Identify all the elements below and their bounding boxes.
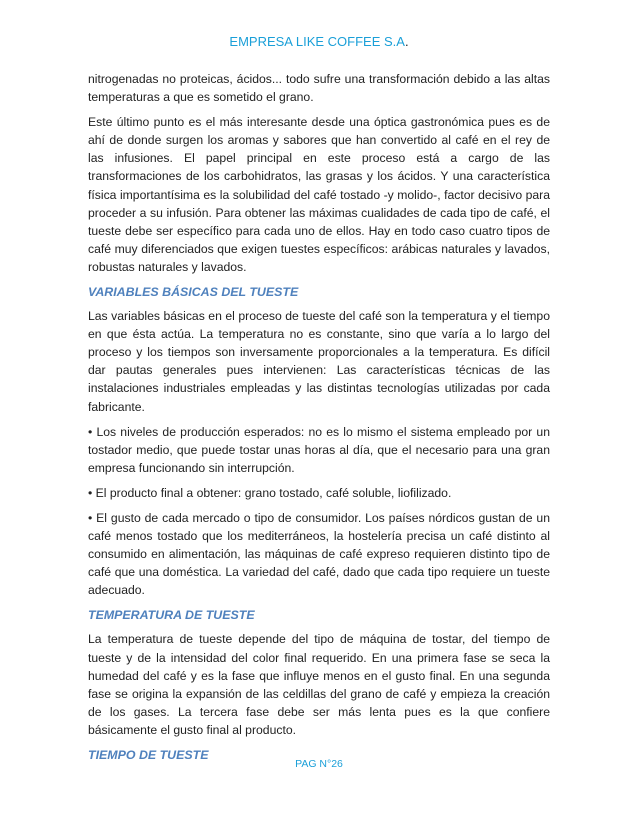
- bullet-market-taste: • El gusto de cada mercado o tipo de consumidor. Los países nórdicos gustan de un café menos tostado que los mediterráneos, la hostelería precisa un café distinto al consumido en alimentación, las máquinas de café expreso requieren distinto tipo de café que una doméstica. La variedad del café, dado que cada tipo requiere un tueste adecuado.: [88, 510, 550, 598]
- section-heading-time: TIEMPO DE TUESTE: [88, 748, 209, 762]
- bullet-production-levels: • Los niveles de producción esperados: no es lo mismo el sistema empleado por un tostador medio, que puede tostar unas horas al día, que el necesario para una gran empresa funcionando sin interrupción.: [88, 424, 550, 475]
- page-number: PAG N°26: [295, 758, 343, 770]
- paragraph-3: Las variables básicas en el proceso de tueste del café son la temperatura y el tiempo en que ésta actúa. La temperatura no es constante, sino que varía a lo largo del proceso y los tiempos son inversamente proporcionales a la temperatura. Es difícil dar pautas generales pues intervienen: Las características técnicas de las instalaciones industriales empleadas y las distintas tecnologías utilizadas por cada fabricante.: [88, 309, 550, 414]
- header-dot: .: [404, 34, 409, 49]
- page-header: [0, 34, 638, 49]
- paragraph-2: Este último punto es el más interesante desde una óptica gastronómica pues es de ahí de donde surgen los aromas y sabores que han convertido al café en el rey de las infusiones. El papel principal en este proceso está a cargo de las transformaciones de los carbohidratos, las grasas y los ácidos. Y una característica física importantísima es la solubilidad del café tostado -y molido-, factor decisivo para proceder a su infusión. Para obtener las máximas cualidades de cada tipo de café, el tueste debe ser específico para cada uno de ellos. Hay en todo caso cuatro tipos de café muy diferenciados que exigen tuestes específicos: arábicas naturales y lavados, robustas naturales y lavados.: [88, 115, 550, 274]
- page-content: [88, 70, 550, 770]
- bullet-final-product: • El producto final a obtener: grano tostado, café soluble, liofilizado.: [88, 485, 452, 500]
- paragraph-1: nitrogenadas no proteicas, ácidos... todo sufre una transformación debido a las altas temperaturas a que es sometido el grano.: [88, 72, 550, 105]
- section-heading-temperature: TEMPERATURA DE TUESTE: [88, 608, 255, 623]
- paragraph-temperature: La temperatura de tueste depende del tipo de máquina de tostar, del tiempo de tueste y de la intensidad del color final requerido. En una primera fase se seca la humedad del café y es la fase que influye menos en el gusto final. En una segunda fase se origina la expansión de las celdillas del grano de café y empieza la creación de los gases. La tercera fase debe ser más lenta pues es la que confiere básicamente el gusto final al producto.: [88, 632, 550, 737]
- company-name: EMPRESA LIKE COFFEE S.A: [229, 34, 405, 49]
- section-heading-variables: VARIABLES BÁSICAS DEL TUESTE: [88, 285, 299, 300]
